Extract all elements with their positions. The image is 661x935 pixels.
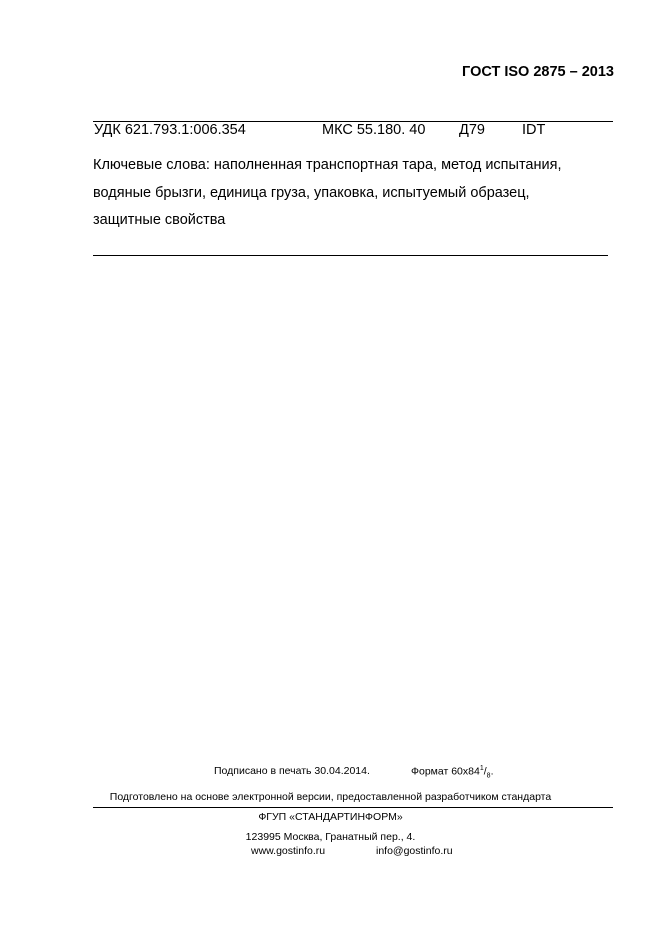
publisher-rule [93,807,613,808]
signed-for-print: Подписано в печать 30.04.2014. [214,765,370,777]
standard-number: ГОСТ ISO 2875 – 2013 [462,64,614,80]
keywords-block [93,152,613,235]
paper-format-numerator: 1 [479,765,484,772]
keywords-line-1: Ключевые слова: наполненная транспортная тара, метод испытания, [93,157,562,173]
group-code: Д79 [459,122,485,138]
email-link[interactable]: info@gostinfo.ru [376,845,453,857]
website-link[interactable]: www.gostinfo.ru [251,845,326,857]
prepared-note: Подготовлено на основе электронной версии, предоставленной разработчиком стандарта [109,791,552,803]
paper-format-denominator: 8 [486,772,491,780]
publisher-address: 123995 Москва, Гранатный пер., 4. [245,831,416,843]
paper-format-end: . [490,765,494,778]
keywords-rule [93,255,608,256]
mks-code: МКС 55.180. 40 [322,122,426,138]
paper-format: Формат $60х84^1/_8$. [411,765,494,780]
paper-format-label: Формат 60х84 [411,765,480,778]
udk-code: УДК 621.793.1:006.354 [94,122,246,138]
keywords-line-3: защитные свойства [93,212,226,228]
keywords-line-2: водяные брызги, единица груза, упаковка, испытуемый образец, [93,184,530,201]
equivalence-code: IDT [522,122,546,138]
publisher-name: ФГУП «СТАНДАРТИНФОРМ» [258,811,403,823]
